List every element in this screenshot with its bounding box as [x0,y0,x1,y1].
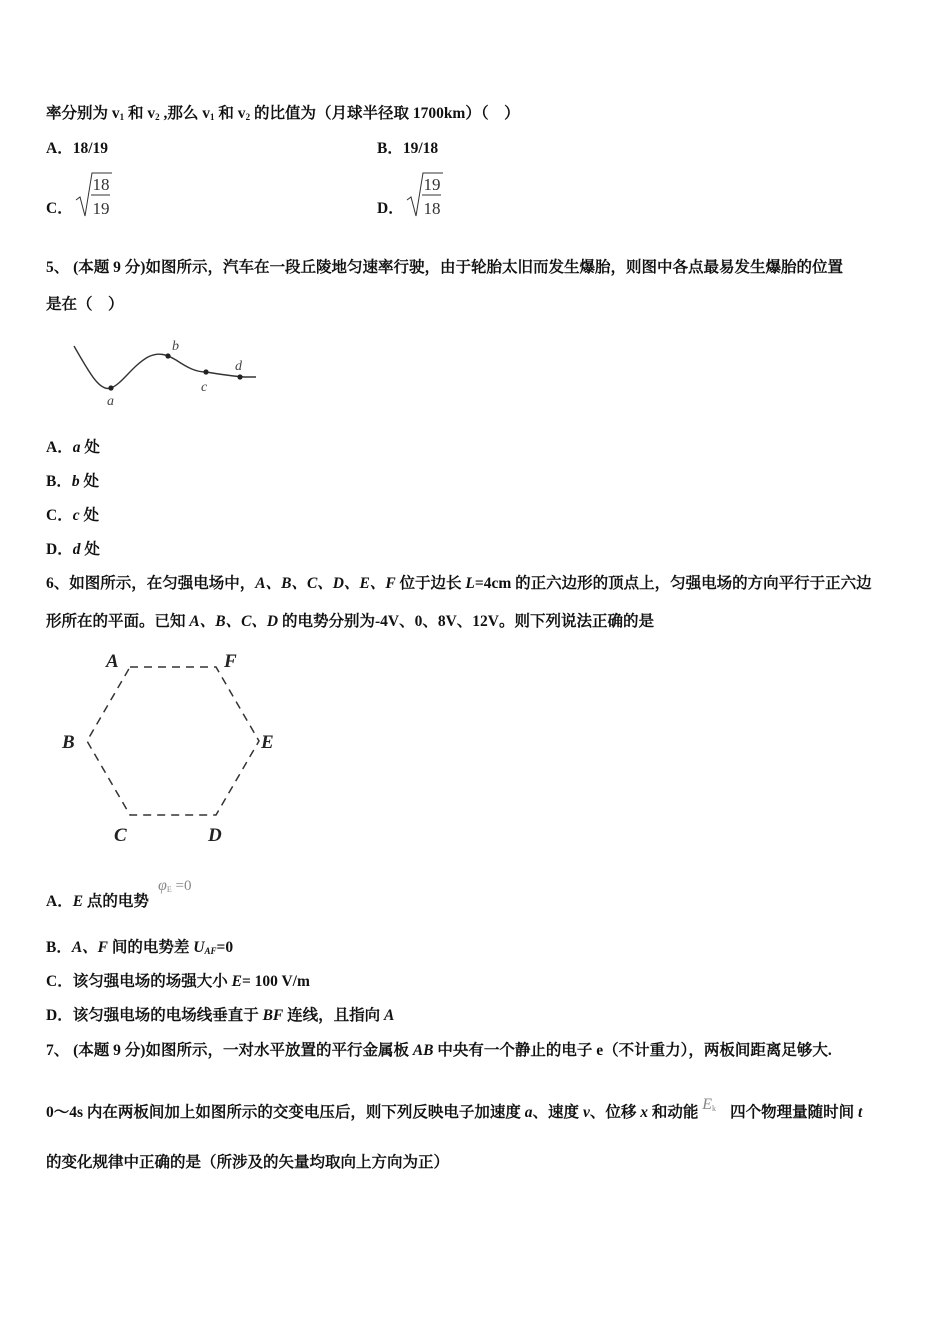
q4-option-c-denominator: 19 [92,199,110,218]
q4-option-b[interactable]: B．19/18 [377,140,439,157]
q4-option-c-radical [74,170,114,222]
hexagon [87,667,259,815]
hex-label-e: E [261,732,274,753]
q4-option-d-denominator: 18 [423,199,441,218]
label-d: d [235,359,242,374]
label-b: b [172,339,179,354]
q4-option-c-numerator: 18 [92,175,110,194]
q6-stem-line2: 形所在的平面。已知 A、B、C、D 的电势分别为-4V、0、8V、12V。则下列说法正确的是 [46,613,654,630]
q7-ek-symbol: $E_k$ [702,1096,717,1113]
hex-label-b: B [62,732,75,753]
hill-curve [74,346,256,389]
q5-option-d[interactable]: D．d 处 [46,541,100,558]
q6-option-c[interactable]: C．该匀强电场的场强大小 E= 100 V/m [46,973,310,990]
point-d [237,374,242,379]
hex-label-d: D [208,825,222,846]
q6-option-a-formula: $\varphi_E =0$ [158,877,192,894]
hex-label-f: F [224,651,237,672]
q6-option-b[interactable]: B．A、F 间的电势差 $U_{AF}=0$ [46,939,234,956]
point-c [203,369,208,374]
q5-option-b[interactable]: B．b 处 [46,473,99,490]
label-c: c [201,380,208,395]
q5-hill-figure [66,334,266,410]
q5-stem-line2: 是在（ ） [46,296,124,313]
q4-stem: 率分别为 $v_1$ 和 $v_2$ ,那么 $v_1$ 和 $v_2$ 的比值为（月球半径取 1700km）（ ） [46,105,520,122]
q7-stem-line2: 0～4s 内在两板间加上如图所示的交变电压后，则下列反映电子加速度 a、速度 v、位移 x 和动能 $E_k$ 四个物理量随时间 t [46,1096,863,1121]
q7-stem-line1: 7、 (本题 9 分)如图所示，一对水平放置的平行金属板 AB 中央有一个静止的电子 e（不计重力），两板间距离足够大. [46,1042,832,1059]
q6-hexagon-figure [56,644,288,854]
hex-label-a: A [106,651,119,672]
q6-option-d[interactable]: D．该匀强电场的电场线垂直于 BF 连线，且指向 A [46,1007,395,1024]
q5-stem-line1: 5、 (本题 9 分)如图所示，汽车在一段丘陵地匀速率行驶，由于轮胎太旧而发生爆胎，则图中各点最易发生爆胎的位置 [46,259,843,276]
q5-option-c[interactable]: C．c 处 [46,507,99,524]
q6-stem-line1: 6、如图所示，在匀强电场中，A、B、C、D、E、F 位于边长 L=4cm 的正六边形的顶点上，匀强电场的方向平行于正六边 [46,575,872,592]
label-a: a [107,394,114,409]
point-b [165,353,170,358]
q4-option-d[interactable]: D． [377,200,404,217]
q5-option-a[interactable]: A．a 处 [46,439,100,456]
q4-option-d-numerator: 19 [423,175,441,194]
point-a [108,385,113,390]
hex-label-c: C [114,825,127,846]
q7-stem-line3: 的变化规律中正确的是（所涉及的矢量均取向上方向为正） [46,1154,450,1171]
q4-option-c[interactable]: C． [46,200,73,217]
q6-option-a[interactable]: A．E 点的电势 [46,893,149,910]
q4-option-a[interactable]: A．18/19 [46,140,109,157]
q4-option-d-radical [405,170,445,222]
